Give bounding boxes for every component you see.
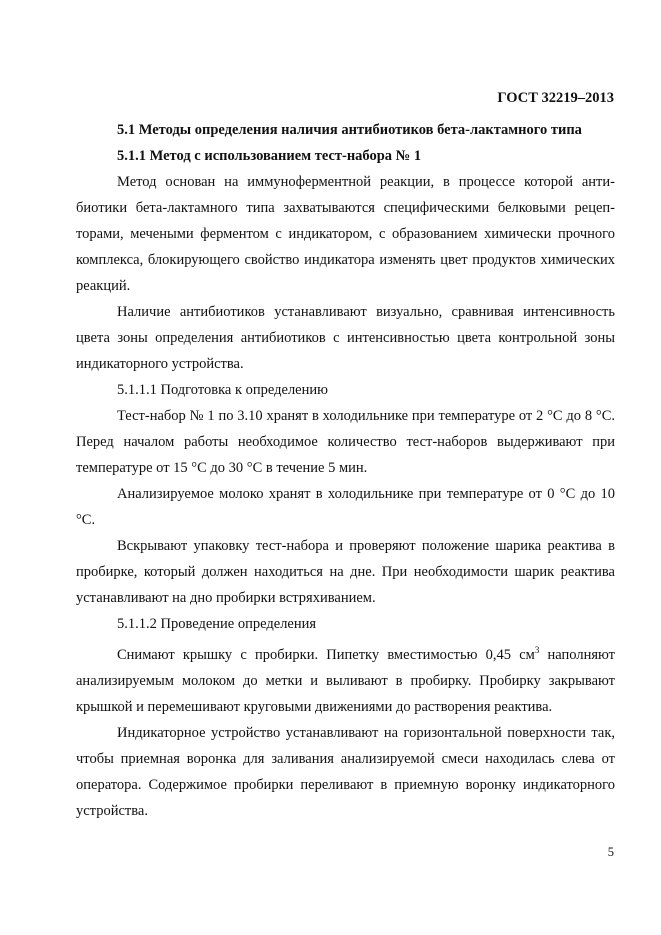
paragraph-milk-storage: Анализируемое молоко хранят в холодильнике при температуре от 0 °С до 10 °С. (76, 486, 615, 528)
section-5-1-1-1-title: 5.1.1.1 Подготовка к определению (117, 382, 328, 398)
paragraph-pipette-procedure-part2: наполняют анализируемым молоком до метки и выливают в пробирку. Пробирку закрывают крышкой и перемешивают круговыми движениями до растворения реактива. (76, 646, 615, 715)
paragraph-open-package: Вскрывают упаковку тест-набора и проверяют положение шарика реактива в пробирке, который должен находиться на дне. При необходимости шарик реактива устанавливают на дно пробирки встряхиванием. (76, 538, 615, 606)
section-5-1-1-2-title: 5.1.1.2 Проведение определения (117, 616, 317, 632)
section-5-1-1-title: 5.1.1 Метод с использованием тест-набора № 1 (117, 148, 422, 164)
paragraph-method-basis: Метод основан на иммуноферментной реакции, в процессе которой антибиотики бета-лактамного типа захватываются специфическими белковыми рецепторами, мечеными ферментом с индикатором, с образованием химически прочного комплекса, блокирующего свойство индикатора изменять цвет продуктов химических реакций. (76, 174, 615, 294)
paragraph-test-kit-storage: Тест-набор № 1 по 3.10 хранят в холодильнике при температуре от 2 °С до 8 °С. Перед началом работы необходимое количество тест-наборов выдерживают при температуре от 15 °С до 30 °С в течение 5 мин. (76, 408, 615, 476)
document-header-standard: ГОСТ 32219–2013 (497, 90, 614, 106)
paragraph-visual-detection: Наличие антибиотиков устанавливают визуально, сравнивая интенсивность цвета зоны определения антибиотиков с интенсивностью цвета контрольной зоны индикаторного устройства. (76, 304, 615, 372)
paragraph-indicator-device: Индикаторное устройство устанавливают на горизонтальной поверхности так, чтобы приемная воронка для заливания анализируемой смеси находилась слева от оператора. Содержимое пробирки переливают в приемную воронку индикаторного устройства. (76, 724, 615, 819)
paragraph-pipette-procedure-part1: Снимают крышку с пробирки. Пипетку вместимостью 0,45 см (117, 646, 535, 663)
paragraph-pipette-procedure (76, 637, 615, 720)
section-5-1-title: 5.1 Методы определения наличия антибиотиков бета-лактамного типа (117, 122, 582, 138)
page-number: 5 (607, 845, 614, 859)
document-body (76, 117, 615, 824)
cubic-superscript: 3 (534, 645, 540, 655)
